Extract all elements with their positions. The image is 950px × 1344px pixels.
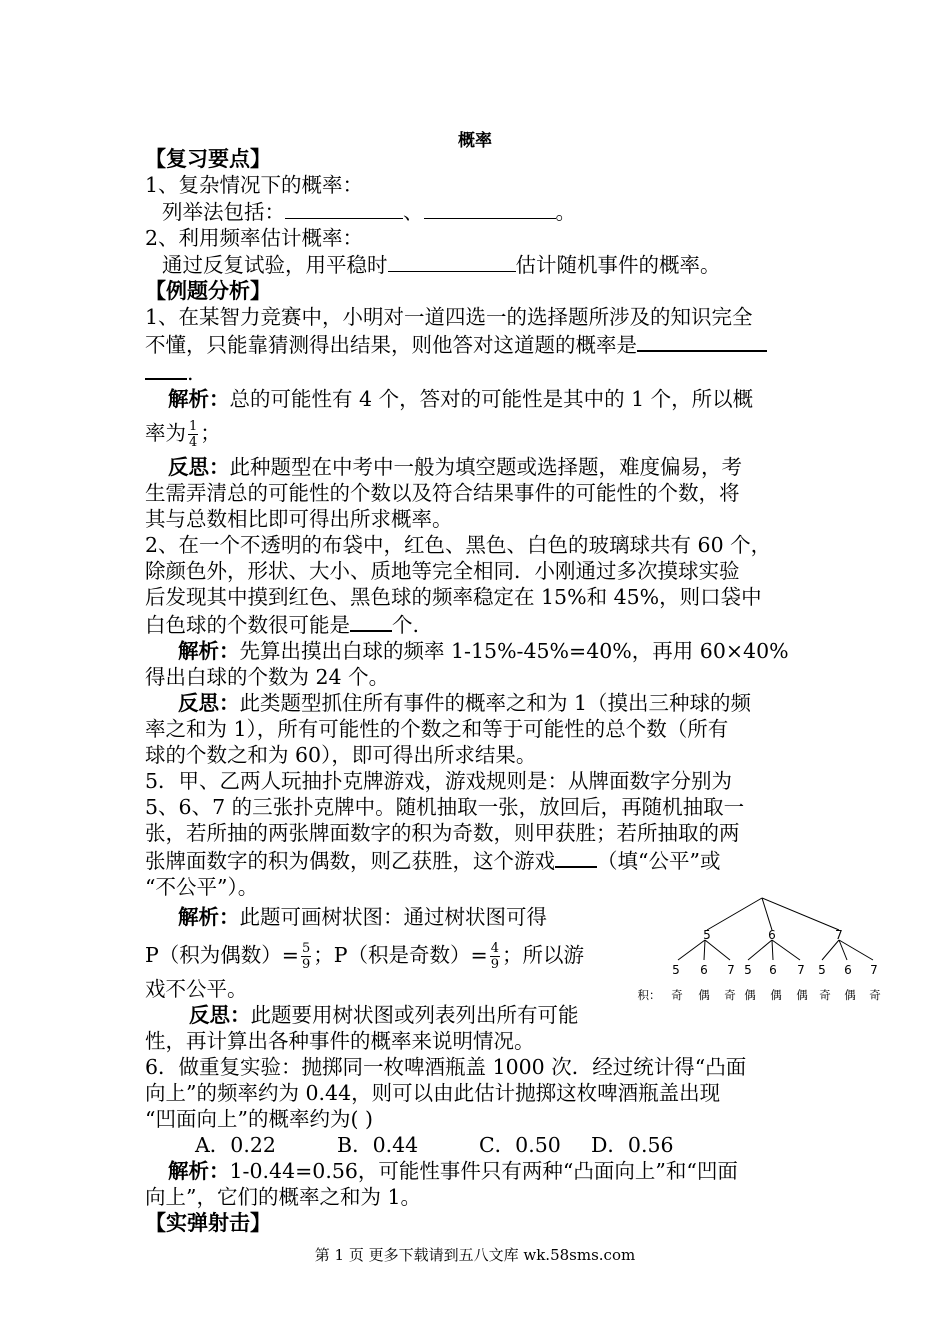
- tree-branch: [705, 940, 730, 960]
- example-5-question-cont: “不公平”）。: [145, 875, 259, 899]
- tree-second: 5: [672, 963, 680, 977]
- review-item-1: 1、复杂情况下的概率：: [145, 173, 364, 197]
- tree-branch: [839, 940, 847, 960]
- example-6-analysis-cont: 向上”，它们的概率之和为 1。: [145, 1185, 422, 1209]
- fraction-one-quarter: $\frac{1}{4}$: [189, 419, 198, 450]
- example-5-analysis: 解析：此题可画树状图：通过树状图可得: [178, 905, 547, 929]
- fraction-four-ninths: $\frac{4}{9}$: [490, 941, 500, 972]
- example-1-reflection-cont: 生需弄清总的可能性的个数以及符合结果事件的可能性的个数，将: [145, 481, 740, 505]
- example-6-question: 6．做重复实验：抛掷同一枚啤酒瓶盖 1000 次．经过统计得“凸面: [145, 1055, 747, 1079]
- tree-branch: [772, 940, 773, 960]
- tree-second: 7: [727, 963, 735, 977]
- tree-parity: 偶: [770, 988, 782, 1002]
- example-5-question-cont: 5、6、7 的三张扑克牌中。随机抽取一张，放回后，再随机抽取一: [145, 795, 745, 819]
- example-1-reflection-cont: 其与总数相比即可得出所求概率。: [145, 507, 453, 531]
- example-2-question-cont: 除颜色外，形状、大小、质地等完全相同．小刚通过多次摸球实验: [145, 559, 740, 583]
- choice-b: B．0.44: [337, 1133, 419, 1157]
- section-heading-review: 【复习要点】: [145, 146, 271, 171]
- tree-branch: [704, 940, 705, 960]
- example-2-reflection: 反思：此类题型抓住所有事件的概率之和为 1（摸出三种球的频: [178, 691, 752, 715]
- answer-blank: [555, 846, 597, 868]
- tree-first-5: 5: [703, 928, 711, 942]
- document-body: [145, 146, 815, 1236]
- tree-parity: 偶: [844, 988, 856, 1002]
- tree-parity: 奇: [671, 988, 683, 1002]
- tree-branch: [762, 898, 839, 930]
- example-2-question: 2、在一个不透明的布袋中，红色、黑色、白色的玻璃球共有 60 个，: [145, 533, 772, 557]
- example-2-analysis-cont: 得出白球的个数为 24 个。: [145, 665, 390, 689]
- example-1-analysis: 解析：总的可能性有 4 个，答对的可能性是其中的 1 个，所以概: [168, 387, 754, 411]
- example-2-reflection-cont: 球的个数之和为 60），即可得出所求结果。: [145, 743, 537, 767]
- tree-first-6: 6: [768, 928, 776, 942]
- answer-blank: [145, 358, 187, 380]
- tree-second: 6: [769, 963, 777, 977]
- tree-parity: 奇: [869, 988, 881, 1002]
- tree-second: 6: [700, 963, 708, 977]
- tree-branch: [748, 940, 772, 960]
- section-heading-examples: 【例题分析】: [145, 278, 271, 303]
- page-title: 概率: [458, 131, 492, 151]
- tree-diagram: [632, 890, 892, 1010]
- tree-branch: [707, 898, 762, 930]
- tree-second: 7: [870, 963, 878, 977]
- choice-d: D．0.56: [591, 1133, 674, 1157]
- page-footer: 第 1 页 更多下载请到五八文库 wk.58sms.com: [314, 1246, 636, 1264]
- example-6-analysis: 解析：1-0.44=0.56，可能性事件只有两种“凸面向上”和“凹面: [168, 1159, 738, 1183]
- example-5-question-cont: 张，若所抽的两张牌面数字的积为奇数，则甲获胜；若所抽取的两: [145, 821, 740, 845]
- answer-blank: [424, 198, 556, 219]
- tree-first-7: 7: [835, 928, 843, 942]
- tree-branch: [822, 940, 839, 960]
- example-6-question-cont: “凹面向上”的概率约为( ): [145, 1107, 373, 1131]
- review-item-2: 2、利用频率估计概率：: [145, 226, 364, 250]
- section-heading-practice: 【实弹射击】: [145, 1210, 271, 1235]
- fraction-five-ninths: $\frac{5}{9}$: [301, 941, 311, 972]
- example-5-reflection: 反思：此题要用树状图或列表列出所有可能: [189, 1003, 579, 1027]
- tree-second: 6: [844, 963, 852, 977]
- tree-parity: 偶: [744, 988, 756, 1002]
- choice-c: C．0.50: [479, 1133, 561, 1157]
- answer-blank: [285, 198, 403, 219]
- tree-parity: 偶: [698, 988, 710, 1002]
- example-5-analysis-cont: 戏不公平。: [145, 977, 248, 1001]
- review-enumeration-line: 列举法包括： 、 。: [162, 200, 576, 224]
- example-2-analysis: 解析：先算出摸出白球的频率 1-15%-45%=40%，再用 60×40%: [178, 639, 789, 663]
- tree-parity: 奇: [724, 988, 736, 1002]
- example-2-reflection-cont: 率之和为 1），所有可能性的个数之和等于可能性的总个数（所有: [145, 717, 729, 741]
- example-2-question-cont: 后发现其中摸到红色、黑色球的频率稳定在 15%和 45%，则口袋中: [145, 585, 762, 609]
- example-1-question-cont: 不懂，只能靠猜测得出结果，则他答对这道题的概率是: [145, 330, 815, 358]
- tree-branch: [678, 940, 705, 960]
- tree-branch: [839, 940, 873, 960]
- example-1-blank-line: .: [145, 358, 815, 386]
- example-5-reflection-cont: 性，再计算出各种事件的概率来说明情况。: [145, 1029, 535, 1053]
- example-1-question: 1、在某智力竞赛中，小明对一道四选一的选择题所涉及的知识完全: [145, 305, 753, 329]
- tree-second: 5: [818, 963, 826, 977]
- review-frequency-line: 通过反复试验，用平稳时 估计随机事件的概率。: [162, 253, 721, 277]
- example-1-analysis-cont: 率为 $\frac{1}{4}$ ；: [145, 419, 221, 450]
- tree-branch: [762, 898, 772, 930]
- tree-parity: 奇: [819, 988, 831, 1002]
- example-5-question: 5．甲、乙两人玩抽扑克牌游戏，游戏规则是：从牌面数字分别为: [145, 769, 733, 793]
- answer-blank: [637, 330, 767, 352]
- example-6-choices: [145, 1132, 815, 1158]
- tree-parity: 偶: [796, 988, 808, 1002]
- example-1-reflection: 反思：此种题型在中考中一般为填空题或选择题，难度偏易，考: [168, 455, 742, 479]
- choice-a: A．0.22: [195, 1133, 276, 1157]
- example-2-question-cont: 白色球的个数很可能是 个.: [145, 610, 815, 638]
- example-5-question-cont: 张牌面数字的积为偶数，则乙获胜，这个游戏 （填“公平”或: [145, 846, 815, 874]
- tree-second: 7: [797, 963, 805, 977]
- answer-blank: [350, 610, 392, 632]
- example-5-probabilities: P（积为偶数）= $\frac{5}{9}$ ；P（积是奇数）= $\frac{4}{9}$ ；所以游: [145, 941, 585, 972]
- example-6-question-cont: 向上”的频率约为 0.44，则可以由此估计抛掷这枚啤酒瓶盖出现: [145, 1081, 721, 1105]
- answer-blank: [388, 251, 516, 272]
- tree-second: 5: [744, 963, 752, 977]
- tree-branch: [772, 940, 800, 960]
- tree-row-label: 积：: [637, 988, 661, 1002]
